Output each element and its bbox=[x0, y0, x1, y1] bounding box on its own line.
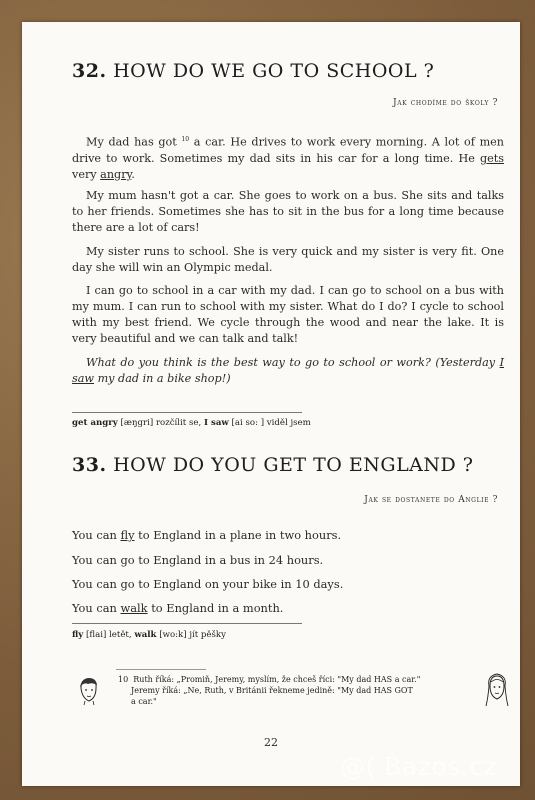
page-number: 22 bbox=[264, 736, 278, 749]
paragraph-1: My dad has got $^{10}$ a car. He drives to work every morning. A lot of men drive to work. Sometimes my dad sits in his car for a long time. He gets very angry. bbox=[72, 135, 505, 181]
gloss-divider-2 bbox=[72, 623, 302, 624]
section-33-heading: 33. HOW DO YOU GET TO ENGLAND ? bbox=[72, 454, 474, 476]
line-bike: You can go to England on your bike in 10 days. bbox=[72, 577, 344, 591]
section-32-subtitle: Jak chodíme do školy ? bbox=[393, 98, 498, 108]
section-33-subtitle: Jak se dostanete do Anglie ? bbox=[364, 495, 498, 505]
line-bus: You can go to England in a bus in 24 hours. bbox=[72, 553, 324, 567]
boy-face-icon bbox=[76, 676, 100, 706]
gloss-33: fly [flai] letět, walk [wo:k] jít pěšky bbox=[72, 630, 226, 640]
line-fly: You can fly to England in a plane in two hours. bbox=[72, 528, 342, 542]
footnote: 10 Ruth říká: „Promiň, Jeremy, myslím, že chceš říci: "My dad HAS a car." Jeremy říká: „Ne, Ruth, v Británii řekneme jedině: "My dad HAS GOT a car." bbox=[118, 675, 421, 706]
watermark: @( Bazos.cz bbox=[340, 752, 497, 781]
gloss-32: get angry [æŋgri] rozčílit se, I saw [ai so: ] viděl jsem bbox=[72, 418, 311, 428]
footnote-ref: 10 bbox=[181, 136, 190, 143]
book-page bbox=[22, 22, 520, 786]
paragraph-2: My mum hasn't got a car. She goes to work on a bus. She sits and talks to her friends. Sometimes she has to sit in the bus for a long time because there are a lot of cars! bbox=[72, 189, 504, 234]
paragraph-3: My sister runs to school. She is very quick and my sister is very fit. One day she will win an Olympic medal. bbox=[72, 245, 504, 274]
girl-face-icon bbox=[484, 672, 510, 708]
paragraph-4: I can go to school in a car with my dad. I can go to school on a bus with my mum. I can run to school with my sister. What do I do? I cycle to school with my best friend. We cycle through the wood and near the lake. It is very beautiful and we can talk and talk! bbox=[72, 284, 504, 345]
question-paragraph: What do you think is the best way to go to school or work? (Yesterday I saw my dad in a bike shop!) bbox=[72, 356, 504, 385]
gloss-divider bbox=[72, 412, 302, 413]
footnote-divider bbox=[116, 669, 206, 670]
section-32-heading: 32. HOW DO WE GO TO SCHOOL ? bbox=[72, 60, 435, 82]
line-walk: You can walk to England in a month. bbox=[72, 601, 284, 615]
